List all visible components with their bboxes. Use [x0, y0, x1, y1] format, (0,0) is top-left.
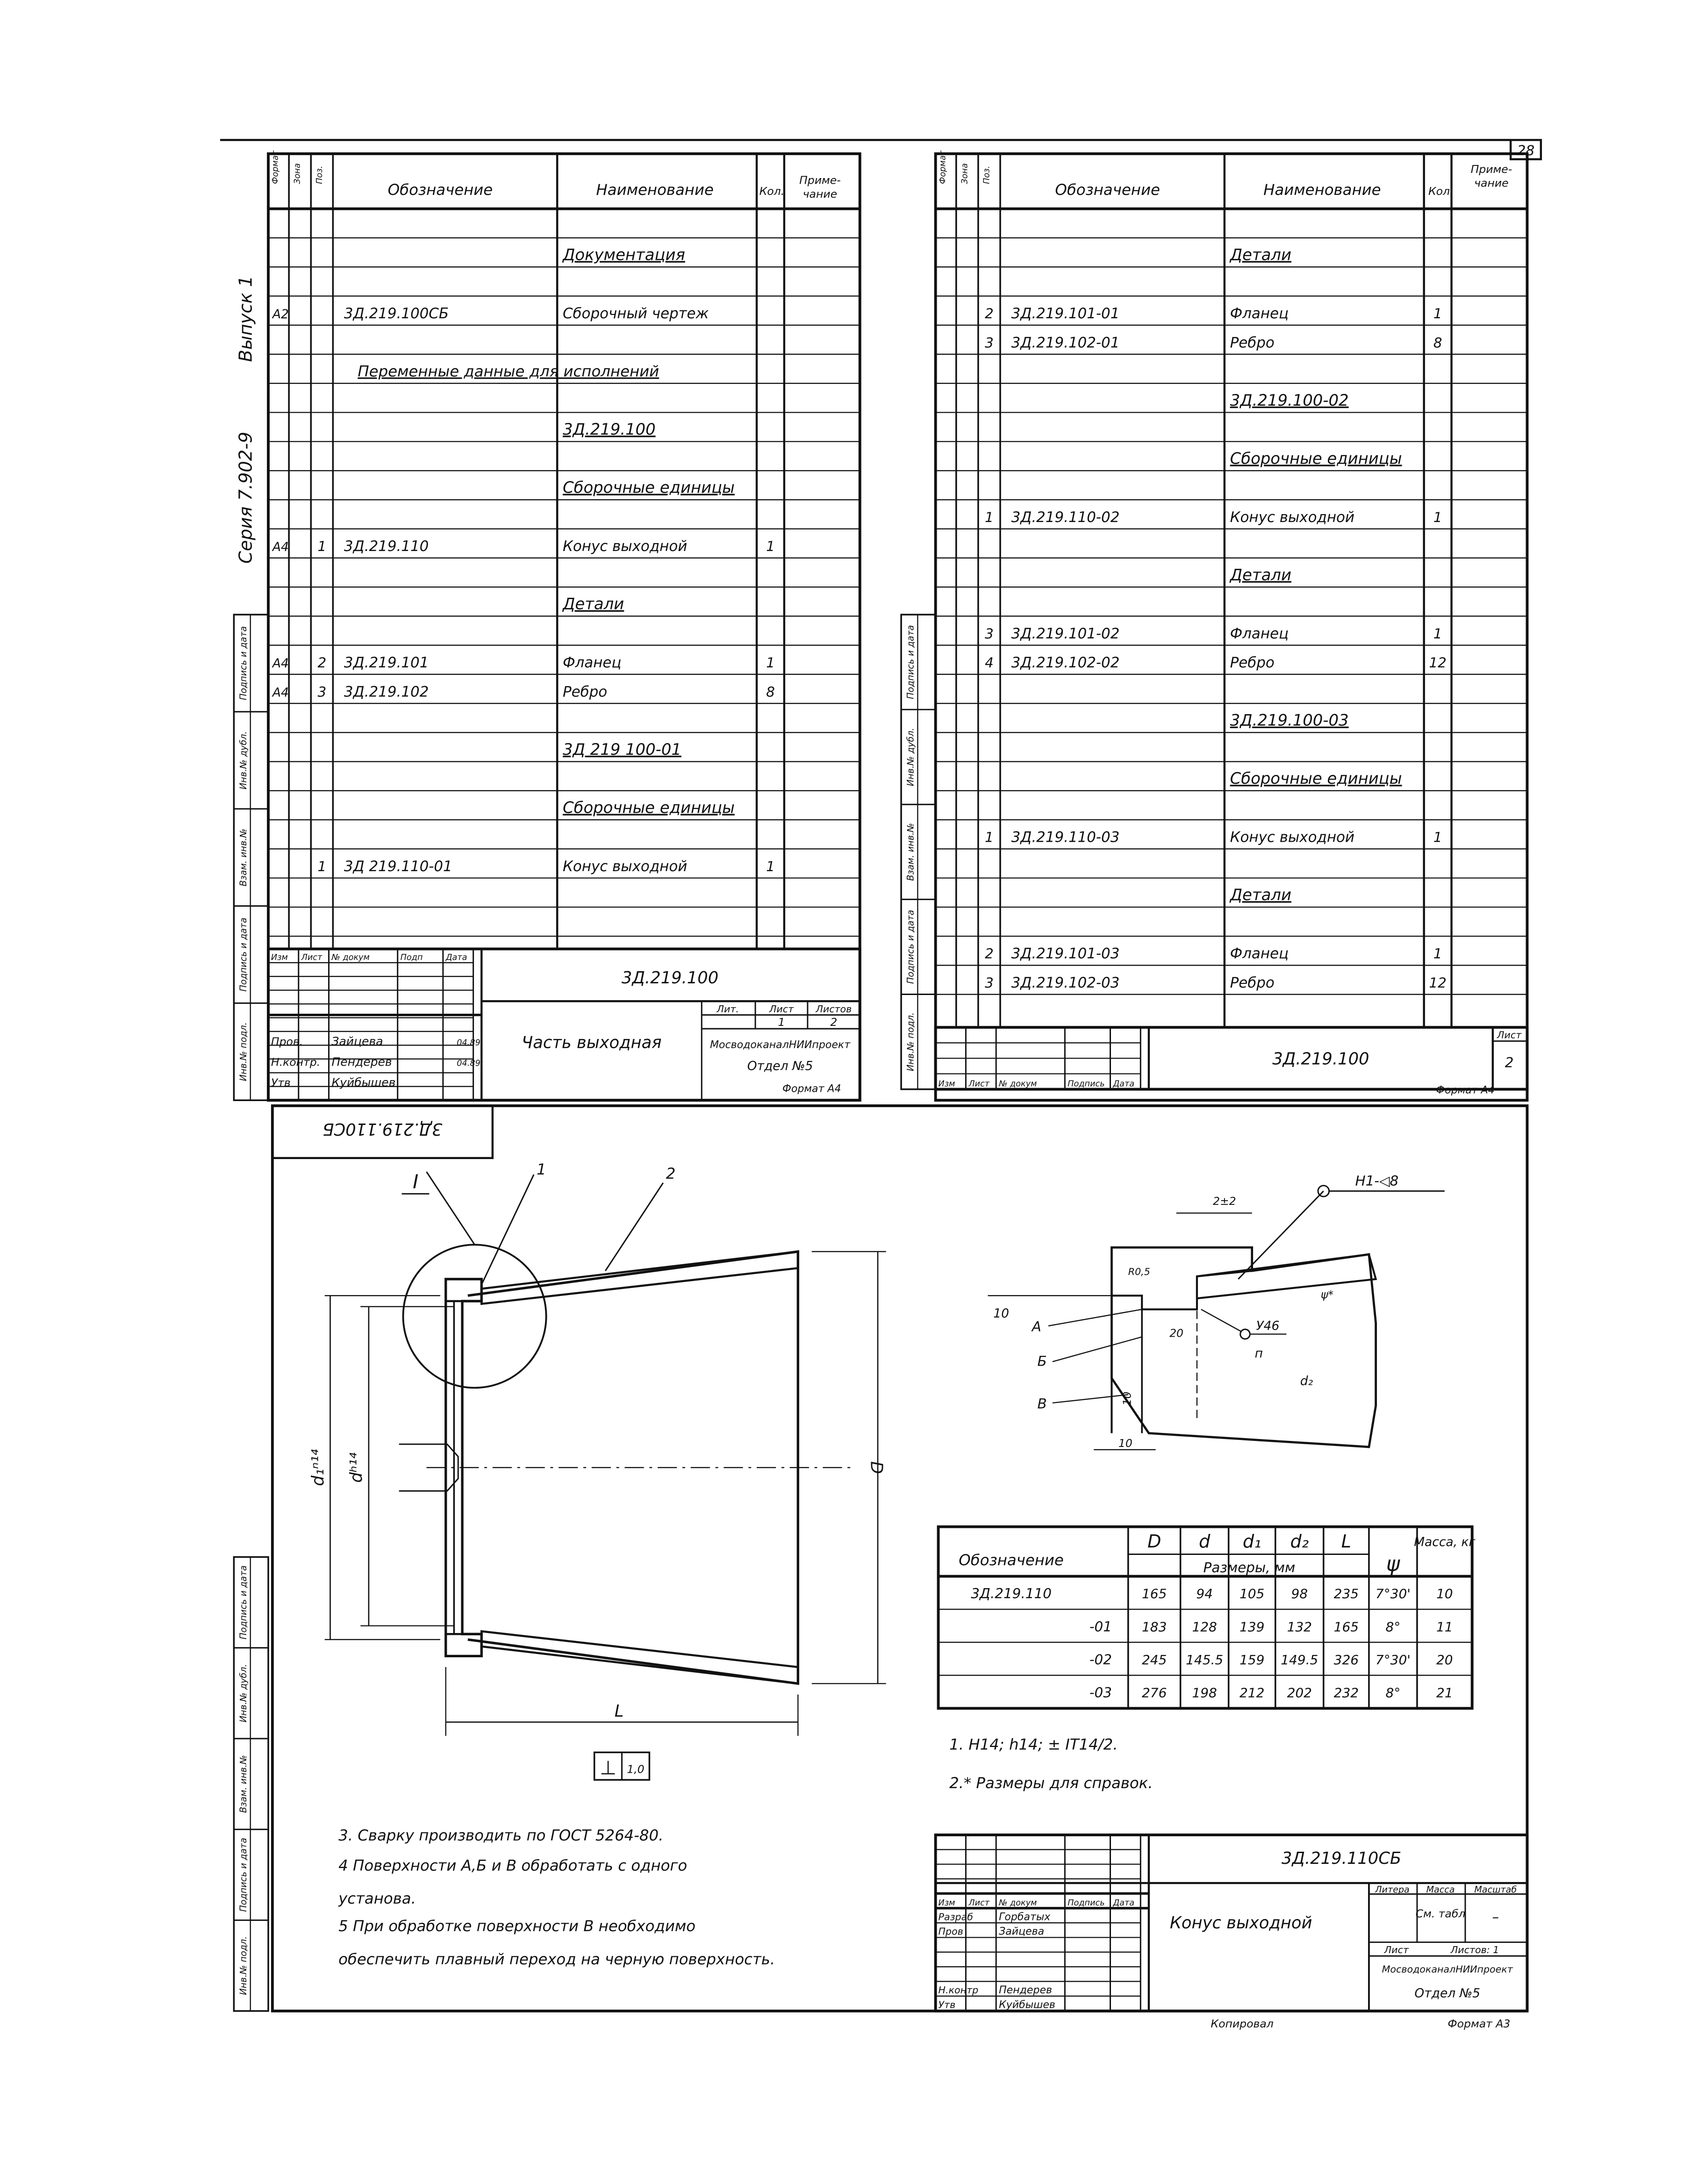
- tbl-title: Часть выходная: [522, 1033, 662, 1053]
- title-role: Утв: [271, 1076, 291, 1089]
- spec-right-row-name: Детали: [1230, 566, 1291, 584]
- tbb-scale-lbl: Масштаб: [1474, 1884, 1517, 1895]
- spec-left-row-name: Фланец: [562, 654, 622, 672]
- title-role: Н.контр.: [271, 1055, 321, 1069]
- spec-left-row-span: Переменные данные для исполнений: [358, 362, 659, 380]
- spec-left-row-name: Документация: [562, 245, 685, 264]
- dim-cell: 94: [1196, 1586, 1213, 1602]
- spec-right-row-name: Фланец: [1230, 625, 1289, 642]
- dim-col-header: d₁: [1242, 1531, 1261, 1552]
- title-role: Разраб: [938, 1911, 973, 1923]
- dim-cell: 132: [1287, 1619, 1312, 1635]
- spec-left-row-pos: 1: [317, 858, 327, 874]
- binding-strip-label: Инв.№ подл.: [237, 1022, 249, 1081]
- title-person: Горбатых: [999, 1911, 1051, 1923]
- spec-right-row-pos: 2: [985, 306, 994, 322]
- spec-right-row-qty: 1: [1433, 945, 1442, 962]
- spec-left-row-format: А2: [272, 307, 289, 322]
- binding-strip-label: Инв.№ дубл.: [237, 731, 249, 790]
- dim-angle: 10: [993, 1306, 1010, 1321]
- spec-right-row-designation: 3Д.219.102-01: [1011, 334, 1120, 351]
- dim-col-header: D: [1147, 1531, 1161, 1552]
- spec-right-row-qty: 12: [1429, 655, 1447, 671]
- tbb-mass-lbl: Масса: [1426, 1884, 1455, 1895]
- tbr-sheet-lbl: Лист: [1497, 1029, 1522, 1041]
- spec-left-row-name: Ребро: [562, 683, 608, 701]
- dimensions-table: [939, 1527, 1476, 1709]
- callout-I: I: [413, 1170, 419, 1193]
- tbb-designation: 3Д.219.110СБ: [1281, 1848, 1402, 1868]
- spec-right-row-qty: 12: [1429, 974, 1447, 991]
- title-col-header: № докум: [999, 1898, 1037, 1908]
- spec-right-row-qty: 1: [1433, 625, 1442, 642]
- title-person: Куйбышев: [331, 1075, 396, 1089]
- spec-left-row-name: Сборочные единицы: [562, 798, 735, 817]
- dim-col-header: d: [1199, 1531, 1211, 1552]
- y46: У46: [1256, 1318, 1280, 1333]
- tbr-sheet: 2: [1505, 1054, 1514, 1071]
- tbr-format: Формат А4: [1436, 1084, 1495, 1096]
- title-col-header: Изм: [271, 952, 288, 962]
- binding-strip-label: Подпись и дата: [237, 917, 249, 992]
- binding-strips: [234, 615, 935, 2011]
- title-col-header: Лист: [301, 952, 322, 962]
- title-col-header: № докум: [331, 952, 370, 962]
- dim-hdr-designation: Обозначение: [959, 1551, 1064, 1569]
- tbb-title: Конус выходной: [1169, 1913, 1312, 1933]
- binding-strip-label: Инв.№ дубл.: [237, 1664, 249, 1723]
- weld-symbol: Н1-◁8: [1355, 1173, 1399, 1189]
- dim-cell: 212: [1240, 1685, 1265, 1701]
- binding-strip-label: Подпись и дата: [237, 1838, 249, 1912]
- binding-strip-label: Подпись и дата: [237, 626, 249, 701]
- tbl-org: МосводоканалНИИпроект: [709, 1039, 851, 1051]
- dim-10-vert: 10: [1120, 1391, 1134, 1406]
- tbb-format: Формат А3: [1448, 2017, 1511, 2031]
- tbl-designation: 3Д.219.100: [621, 968, 719, 988]
- psi-mark: ψ*: [1320, 1288, 1334, 1302]
- spec-left-row-qty: 8: [766, 684, 775, 700]
- dim-d2: d₂: [1300, 1374, 1313, 1389]
- dim-cell: 20: [1436, 1652, 1453, 1668]
- spec-right-row-name: Фланец: [1230, 945, 1289, 962]
- title-col-header: Изм: [938, 1898, 955, 1908]
- hdr-qty: Кол.: [759, 185, 785, 198]
- title-col-header: Дата: [1113, 1898, 1135, 1908]
- hdr-pos: Поз.: [315, 165, 324, 184]
- title-col-header: Подпись: [1068, 1079, 1105, 1089]
- dim-cell: 165: [1142, 1586, 1167, 1602]
- binding-strip-label: Инв.№ подл.: [905, 1012, 916, 1071]
- mirrored-stamp: [272, 1106, 493, 1158]
- title-person: Пендерев: [331, 1055, 392, 1069]
- spec-right-row-name: Ребро: [1230, 334, 1275, 351]
- spec-left-row-format: А4: [272, 656, 289, 671]
- perp-symbol: ⊥: [600, 1756, 617, 1779]
- title-col-header: Дата: [445, 952, 467, 962]
- notes-left: [338, 1826, 775, 1968]
- tbl-sheets: 2: [830, 1016, 838, 1029]
- hdr-name-r: Наименование: [1263, 181, 1381, 199]
- spec-right-row-designation: 3Д.219.102-03: [1011, 974, 1120, 991]
- note-right: 1. Н14; h14; ± IT14/2.: [949, 1735, 1118, 1754]
- dim-d1: d₁ⁿ¹⁴: [308, 1449, 328, 1486]
- n-mark: п: [1254, 1346, 1263, 1361]
- spec-left-row-name: Сборочный чертеж: [562, 305, 709, 322]
- spec-right-row-name: Фланец: [1230, 305, 1289, 322]
- spec-left-row-name: Конус выходной: [562, 858, 688, 875]
- spec-right-row-designation: 3Д.219.102-02: [1011, 654, 1120, 672]
- spec-left-row-designation: 3Д.219.100СБ: [344, 305, 449, 322]
- hdr-zone-r: Зона: [960, 163, 970, 184]
- spec-right-row-name: Ребро: [1230, 654, 1275, 672]
- letter-V: В: [1037, 1396, 1047, 1412]
- note-left: 5 При обработке поверхности В необходимо обеспечить плавный переход на черную поверхность.: [338, 1917, 775, 1968]
- dim-cell: 98: [1291, 1586, 1308, 1602]
- dim-cell: 139: [1240, 1619, 1265, 1635]
- spec-left-row-pos: 1: [317, 538, 327, 555]
- dim-cell: 245: [1142, 1652, 1167, 1668]
- dim-hdr-mass: Масса, кг: [1414, 1534, 1476, 1549]
- spec-right-row-designation: 3Д.219.110-03: [1011, 829, 1120, 846]
- spec-right-row-designation: 3Д.219.101-03: [1011, 945, 1120, 962]
- tbb-sheets-lbl: Листов: 1: [1450, 1944, 1499, 1956]
- spec-right-row-name: Сборочные единицы: [1230, 769, 1402, 788]
- dim-row-designation: -02: [1089, 1652, 1112, 1668]
- title-date: 04.89: [457, 1038, 480, 1048]
- dim-cell: 159: [1240, 1652, 1265, 1668]
- spec-right-row-qty: 1: [1433, 306, 1442, 322]
- dim-col-header: L: [1341, 1531, 1351, 1552]
- title-block-right: [936, 1027, 1527, 1096]
- spec-right-row-name: Сборочные единицы: [1230, 449, 1402, 468]
- dim-row-designation: 3Д.219.110: [971, 1585, 1052, 1602]
- tbb-org: МосводоканалНИИпроект: [1382, 1963, 1513, 1975]
- title-person: Куйбышев: [999, 1999, 1055, 2011]
- spec-right-row-pos: 1: [985, 829, 994, 845]
- spec-right-row-designation: 3Д.219.110-02: [1011, 508, 1120, 526]
- tbl-sheet-lbl: Лист: [769, 1003, 794, 1015]
- detail-view-I: [988, 1173, 1445, 1450]
- spec-left-row-designation: 3Д 219.110-01: [344, 858, 452, 875]
- spec-right-row-pos: 2: [985, 945, 994, 962]
- a3-frame: [272, 1106, 1527, 2011]
- spec-left-row-qty: 1: [766, 538, 775, 555]
- binding-strip-label: Взам. инв.№: [237, 1755, 249, 1813]
- hdr-format-r: Формат: [938, 150, 948, 184]
- spec-right-row-qty: 1: [1433, 509, 1442, 525]
- dim-D: D: [867, 1461, 886, 1474]
- spec-left-row-name: Конус выходной: [562, 538, 688, 555]
- spec-right-row-qty: 8: [1433, 335, 1442, 351]
- tbr-designation: 3Д.219.100: [1272, 1049, 1369, 1069]
- title-date: 04.89: [457, 1059, 480, 1068]
- hdr-note: Приме-чание: [799, 173, 841, 201]
- dim-2pm2: 2±2: [1212, 1194, 1236, 1208]
- title-col-header: Лист: [968, 1079, 990, 1089]
- dim-cell: 8°: [1385, 1619, 1401, 1635]
- spec-right-row-name: Детали: [1230, 886, 1291, 904]
- tbl-sheets-lbl: Листов: [816, 1003, 852, 1015]
- issue-label: Выпуск 1: [235, 275, 257, 362]
- dim-cell: 145.5: [1186, 1652, 1224, 1668]
- title-role: Пров.: [271, 1035, 303, 1048]
- spec-right-row-pos: 3: [985, 335, 994, 351]
- spec-right-row-qty: 1: [1433, 829, 1442, 845]
- notes-right: [949, 1736, 1153, 1792]
- dim-cell: 183: [1142, 1619, 1167, 1635]
- spec-left-row-name: 3Д 219 100-01: [562, 740, 681, 759]
- dim-row-designation: -01: [1089, 1618, 1112, 1635]
- tbb-mass: См. табл: [1415, 1907, 1466, 1920]
- dim-cell: 326: [1333, 1652, 1359, 1668]
- dim-r05: R0,5: [1128, 1266, 1150, 1278]
- page-number: 28: [1517, 142, 1535, 158]
- dim-cell: 149.5: [1281, 1652, 1319, 1668]
- dim-col-header: ψ: [1386, 1552, 1400, 1576]
- dim-cell: 198: [1192, 1685, 1217, 1701]
- spec-right-row-name: Ребро: [1230, 974, 1275, 991]
- spec-right-row-designation: 3Д.219.101-02: [1011, 625, 1120, 642]
- letter-B: Б: [1037, 1353, 1047, 1369]
- title-col-header: Дата: [1113, 1079, 1135, 1089]
- tbb-sheet-lbl: Лист: [1384, 1944, 1409, 1956]
- tbl-lit: Лит.: [717, 1003, 739, 1015]
- hdr-qty-r: Кол: [1428, 185, 1450, 198]
- dim-hdr-sizes: Размеры, мм: [1203, 1559, 1296, 1575]
- dim-row-designation: -03: [1089, 1684, 1112, 1701]
- hdr-pos-r: Поз.: [982, 165, 992, 184]
- hdr-note-r: Приме-чание: [1470, 163, 1512, 190]
- dim-L: L: [614, 1701, 624, 1721]
- binding-strip-label: Подпись и дата: [905, 625, 916, 699]
- binding-strip-label: Взам. инв.№: [237, 828, 249, 887]
- spec-right-row-pos: 3: [985, 625, 994, 642]
- dim-cell: 7°30': [1375, 1586, 1411, 1602]
- spec-left-row-pos: 2: [317, 655, 327, 671]
- spec-right-row-pos: 4: [985, 655, 994, 671]
- tbb-scale: –: [1492, 1909, 1499, 1925]
- dim-col-header: d₂: [1290, 1531, 1309, 1552]
- dim-cell: 105: [1240, 1586, 1265, 1602]
- note-left: 3. Сварку производить по ГОСТ 5264-80.: [338, 1826, 664, 1844]
- spec-sheet-right: [936, 150, 1527, 1100]
- spec-left-row-designation: 3Д.219.102: [344, 683, 429, 701]
- dim-d: dʰ¹⁴: [347, 1452, 366, 1483]
- binding-strip-label: Инв.№ подл.: [237, 1936, 249, 1995]
- title-col-header: Изм: [938, 1079, 955, 1089]
- dim-cell: 10: [1436, 1586, 1453, 1602]
- spec-left-row-qty: 1: [766, 655, 775, 671]
- note-right: 2.* Размеры для справок.: [949, 1774, 1153, 1792]
- spec-right-row-pos: 1: [985, 509, 994, 525]
- dim-cell: 235: [1333, 1586, 1359, 1602]
- tbl-sheet: 1: [778, 1016, 785, 1029]
- dim-10: 10: [1118, 1436, 1132, 1450]
- dim-cell: 276: [1142, 1685, 1167, 1701]
- title-person: Пендерев: [999, 1984, 1053, 1997]
- dim-cell: 8°: [1385, 1685, 1401, 1701]
- dim-20: 20: [1169, 1326, 1184, 1340]
- tbb-litera: Литера: [1375, 1884, 1410, 1895]
- dim-cell: 7°30': [1375, 1652, 1411, 1668]
- hdr-format: Формат: [271, 150, 280, 184]
- hdr-designation: Обозначение: [387, 181, 493, 199]
- binding-strip-label: Инв.№ дубл.: [905, 728, 916, 787]
- title-role: Утв: [938, 1999, 956, 2011]
- title-col-header: Подпись: [1068, 1898, 1105, 1908]
- spec-left-row-pos: 3: [317, 684, 327, 700]
- title-col-header: Лист: [968, 1898, 990, 1908]
- spec-left-row-format: А4: [272, 540, 289, 555]
- spec-left-row-qty: 1: [766, 858, 775, 874]
- spec-left-row-designation: 3Д.219.110: [344, 538, 429, 555]
- hdr-zone: Зона: [293, 163, 302, 184]
- dim-cell: 21: [1436, 1685, 1453, 1701]
- dim-cell: 128: [1192, 1619, 1217, 1635]
- title-block-left: [268, 949, 860, 1100]
- callout-2: 2: [666, 1164, 676, 1182]
- spec-right-row-pos: 3: [985, 974, 994, 991]
- svg-text:3Д.219.110СБ: 3Д.219.110СБ: [322, 1119, 443, 1139]
- tbl-dept: Отдел №5: [747, 1059, 813, 1074]
- spec-left-row-format: А4: [272, 685, 289, 700]
- title-block-bottom: [936, 1835, 1527, 2030]
- title-person: Зайцева: [331, 1034, 383, 1048]
- tbb-dept: Отдел №5: [1414, 1986, 1481, 2001]
- perp-value: 1,0: [627, 1762, 645, 1776]
- title-col-header: № докум: [999, 1079, 1037, 1089]
- spec-right-row-name: Конус выходной: [1230, 508, 1355, 526]
- spec-right-row-name: Детали: [1230, 245, 1291, 264]
- spec-right-row-name: 3Д.219.100-02: [1230, 391, 1349, 409]
- binding-strip-label: Подпись и дата: [905, 909, 916, 984]
- spec-right-row-name: 3Д.219.100-03: [1230, 711, 1349, 730]
- binding-strip-label: Подпись и дата: [237, 1565, 249, 1640]
- hdr-name: Наименование: [596, 181, 714, 199]
- note-left: 4 Поверхности А,Б и В обработать с одного установа.: [338, 1856, 688, 1908]
- dim-cell: 165: [1333, 1619, 1359, 1635]
- spec-left-row-name: 3Д.219.100: [562, 420, 656, 439]
- spec-right-row-name: Конус выходной: [1230, 829, 1355, 846]
- spec-left-row-name: Детали: [562, 594, 624, 613]
- hdr-designation-r: Обозначение: [1055, 181, 1160, 199]
- tbb-copied: Копировал: [1211, 2017, 1274, 2031]
- spec-left-row-name: Сборочные единицы: [562, 478, 735, 497]
- spec-left-row-designation: 3Д.219.101: [344, 654, 429, 672]
- title-role: Пров: [938, 1926, 963, 1937]
- binding-strip-label: Взам. инв.№: [905, 823, 916, 881]
- dim-cell: 11: [1436, 1619, 1453, 1635]
- title-person: Зайцева: [999, 1926, 1045, 1938]
- detail-circle-I: [403, 1245, 546, 1388]
- title-col-header: Подп: [400, 952, 423, 962]
- dim-cell: 232: [1333, 1685, 1359, 1701]
- title-role: Н.контр: [938, 1984, 979, 1996]
- spec-right-row-designation: 3Д.219.101-01: [1011, 305, 1120, 322]
- cone-section-view: [308, 1160, 886, 1780]
- dim-cell: 202: [1287, 1685, 1312, 1701]
- letter-A: А: [1032, 1318, 1041, 1335]
- callout-1: 1: [537, 1160, 546, 1179]
- series-label: Серия 7.902-9: [235, 431, 257, 564]
- tbl-format: Формат А4: [782, 1083, 841, 1095]
